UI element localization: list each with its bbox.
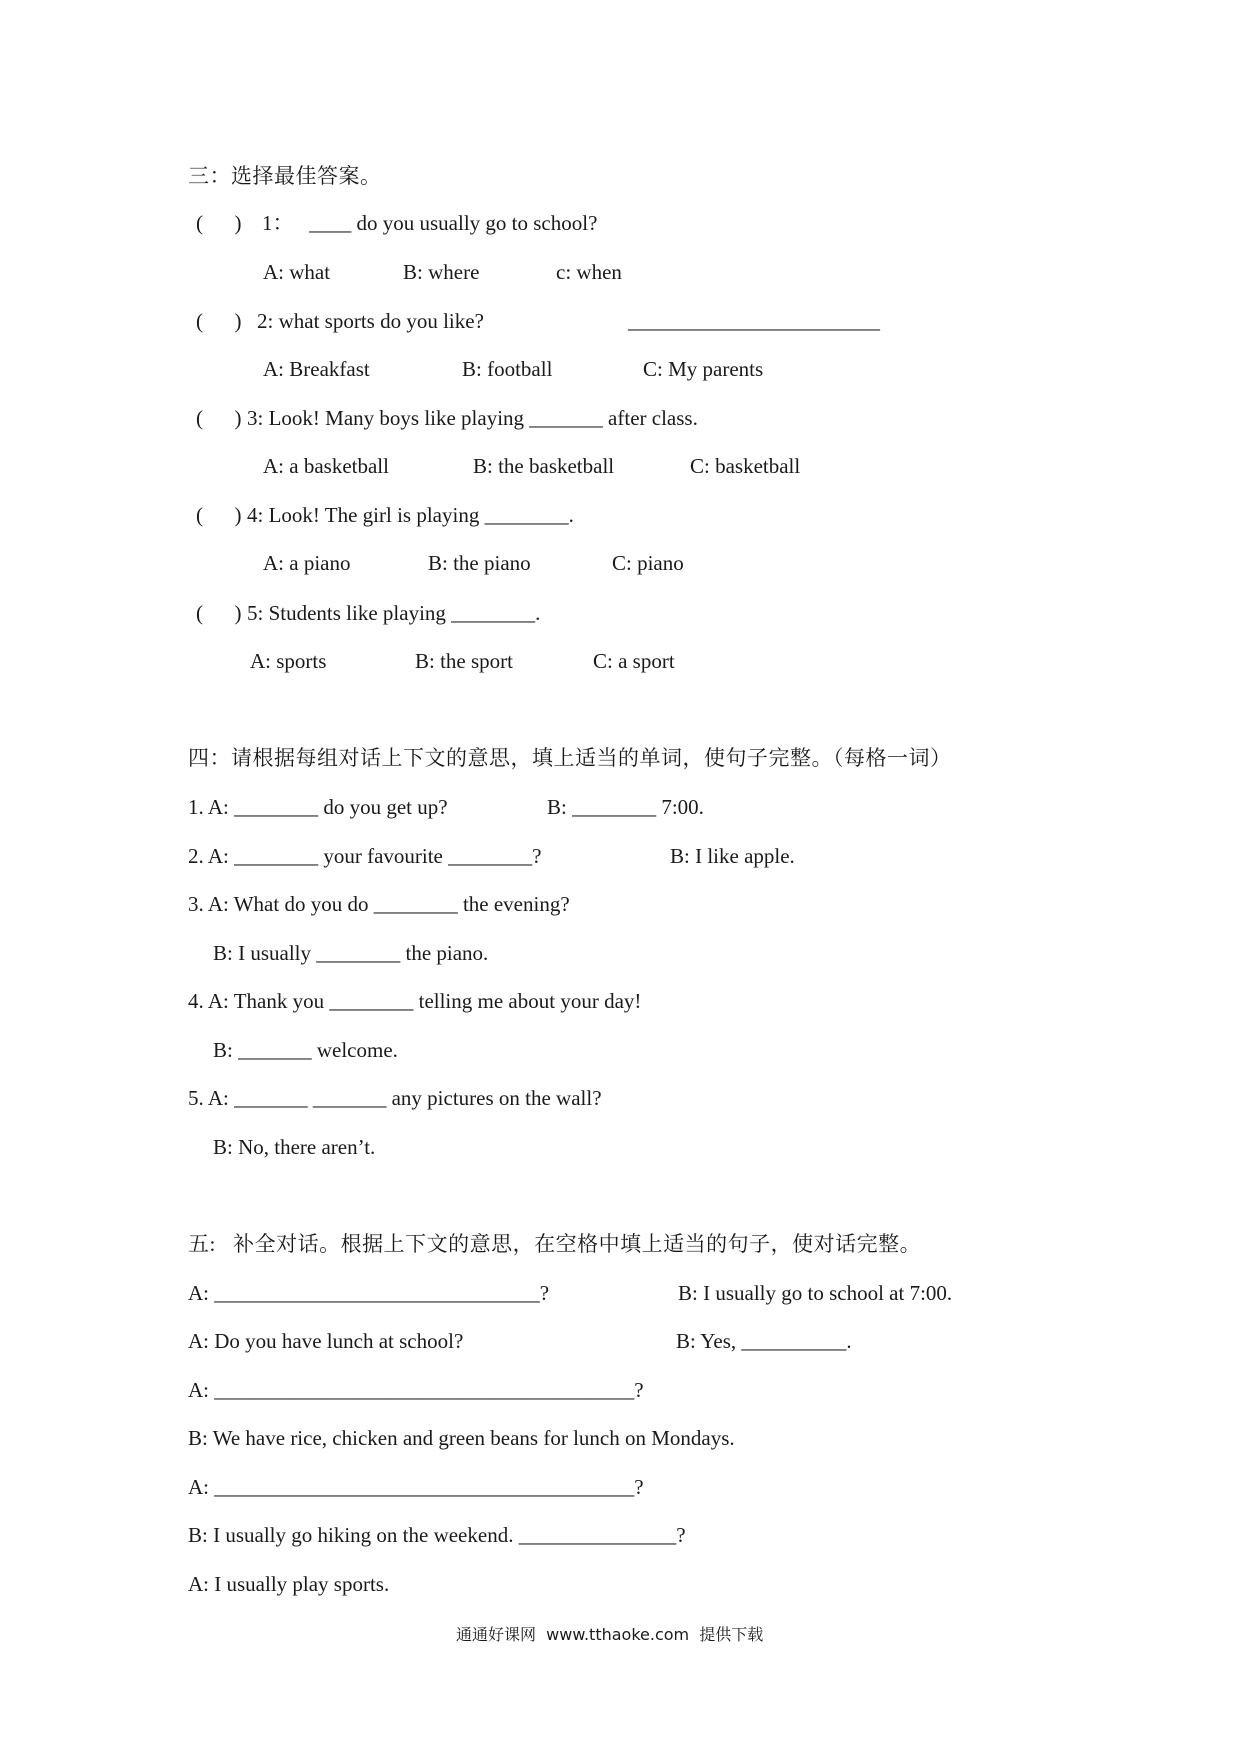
answer-paren[interactable]: ( ) <box>196 211 242 235</box>
page-footer: 通通好课网 www.tthaoke.com 提供下载 <box>456 1625 764 1644</box>
option-c: c: when <box>556 260 622 284</box>
dialog-4-a: 4. A: Thank you ________ telling me about your day! <box>188 989 642 1013</box>
answer-paren[interactable]: ( ) <box>196 503 242 527</box>
conversation-line-7: A: I usually play sports. <box>188 1572 390 1596</box>
question-text: 1： ____ do you usually go to school? <box>262 211 598 235</box>
section-4-heading: 四：请根据每组对话上下文的意思，填上适当的单词，使句子完整。（每格一词） <box>188 746 952 770</box>
answer-paren[interactable]: ( ) <box>196 406 242 430</box>
option-c: C: My parents <box>643 357 764 381</box>
conversation-line-4: B: We have rice, chicken and green beans for lunch on Mondays. <box>188 1426 735 1450</box>
section-5-heading: 五: 补全对话。根据上下文的意思，在空格中填上适当的句子，使对话完整。 <box>188 1232 922 1256</box>
conversation-line-5: A: ________________________________________? <box>188 1475 644 1499</box>
conversation-line-3: A: ________________________________________? <box>188 1378 644 1402</box>
question-text: 5: Students like playing ________. <box>247 601 541 625</box>
option-c: C: a sport <box>593 649 675 673</box>
conversation-line-2-a: A: Do you have lunch at school? <box>188 1329 464 1353</box>
answer-blank: ________________________ <box>628 309 880 333</box>
answer-paren[interactable]: ( ) <box>196 601 242 625</box>
dialog-1-a: 1. A: ________ do you get up? <box>188 795 448 819</box>
option-c: C: piano <box>612 551 684 575</box>
option-b: B: the basketball <box>473 454 615 478</box>
dialog-2-a: 2. A: ________ your favourite ________? <box>188 844 542 868</box>
question-text: 3: Look! Many boys like playing _______ after class. <box>247 406 698 430</box>
option-a: A: Breakfast <box>263 357 370 381</box>
option-a: A: what <box>263 260 331 284</box>
option-b: B: the sport <box>415 649 513 673</box>
conversation-line-2-b: B: Yes, __________. <box>676 1329 852 1353</box>
dialog-4-b: B: _______ welcome. <box>213 1038 398 1062</box>
option-b: B: the piano <box>428 551 531 575</box>
dialog-5-a: 5. A: _______ _______ any pictures on the wall? <box>188 1086 602 1110</box>
dialog-5-b: B: No, there aren’t. <box>213 1135 376 1159</box>
conversation-line-1-b: B: I usually go to school at 7:00. <box>678 1281 953 1305</box>
option-b: B: where <box>403 260 480 284</box>
dialog-1-b: B: ________ 7:00. <box>547 795 704 819</box>
dialog-3-b: B: I usually ________ the piano. <box>213 941 489 965</box>
option-c: C: basketball <box>690 454 801 478</box>
option-a: A: sports <box>250 649 327 673</box>
dialog-3-a: 3. A: What do you do ________ the evening? <box>188 892 570 916</box>
option-a: A: a piano <box>263 551 351 575</box>
question-text: 2: what sports do you like? <box>257 309 484 333</box>
conversation-line-6: B: I usually go hiking on the weekend. _______________? <box>188 1523 686 1547</box>
question-text: 4: Look! The girl is playing ________. <box>247 503 574 527</box>
dialog-2-b: B: I like apple. <box>670 844 795 868</box>
section-3-heading: 三：选择最佳答案。 <box>188 164 382 188</box>
option-b: B: football <box>462 357 553 381</box>
answer-paren[interactable]: ( ) <box>196 309 242 333</box>
conversation-line-1-a: A: _______________________________? <box>188 1281 550 1305</box>
option-a: A: a basketball <box>263 454 389 478</box>
